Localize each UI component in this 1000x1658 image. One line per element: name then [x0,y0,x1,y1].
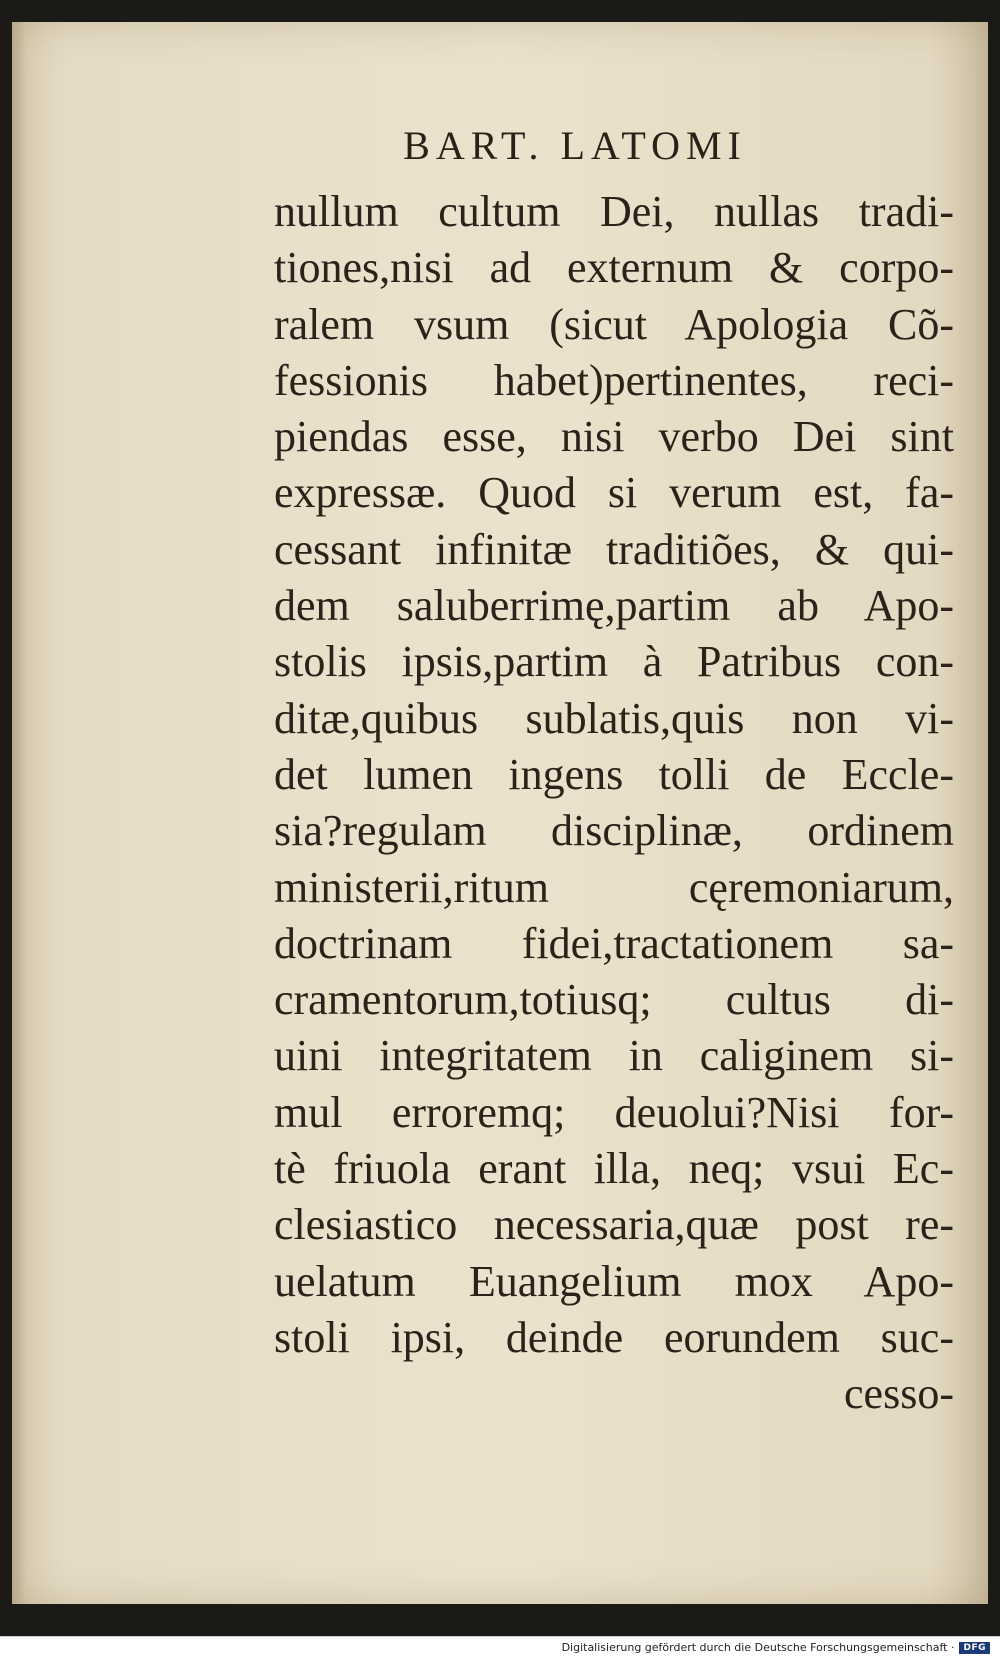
text-line: mul erroremq; deuolui?Nisi for- [274,1087,954,1137]
text-line: doctrinam fidei,tractationem sa- [274,918,954,968]
text-line: stolis ipsis,partim à Patribus con- [274,637,954,687]
text-line: fessionis habet)pertinentes, reci- [274,355,954,405]
text-line: ralem vsum (sicut Apologia Cõ- [274,299,954,349]
text-line: piendas esse, nisi verbo Dei sint [274,412,954,462]
text-line: dem saluberrimę,partim ab Apo- [274,581,954,631]
book-page [12,22,988,1604]
text-line: cessant infinitæ traditiões, & qui- [274,524,954,574]
catchword: cesso- [844,1369,954,1419]
text-line: tiones,nisi ad externum & corpo- [274,243,954,293]
text-line: uelatum Euangelium mox Apo- [274,1256,954,1306]
dfg-logo: DFG [959,1642,990,1654]
text-line: det lumen ingens tolli de Eccle- [274,749,954,799]
text-line: tè friuola erant illa, neq; vsui Ec- [274,1144,954,1194]
footer-text: Digitalisierung gefördert durch die Deutsche Forschungsgemeinschaft · [561,1641,955,1654]
text-block [274,184,954,1423]
text-line: stoli ipsi, deinde eorundem suc- [274,1312,954,1362]
text-line: uini integritatem in caliginem si- [274,1031,954,1081]
text-line: ministerii,ritum cęremoniarum, [274,862,954,912]
text-line: nullum cultum Dei, nullas tradi- [274,187,954,236]
text-line: ditæ,quibus sublatis,quis non vi- [274,693,954,743]
running-head: BART. LATOMI [403,123,747,168]
text-line: expressæ. Quod si verum est, fa- [274,468,954,518]
attribution-footer [0,1636,1000,1658]
text-line: sia?regulam disciplinæ, ordinem [274,806,954,856]
text-line: clesiastico necessaria,quæ post re- [274,1200,954,1250]
text-line: cramentorum,totiusq; cultus di- [274,975,954,1025]
